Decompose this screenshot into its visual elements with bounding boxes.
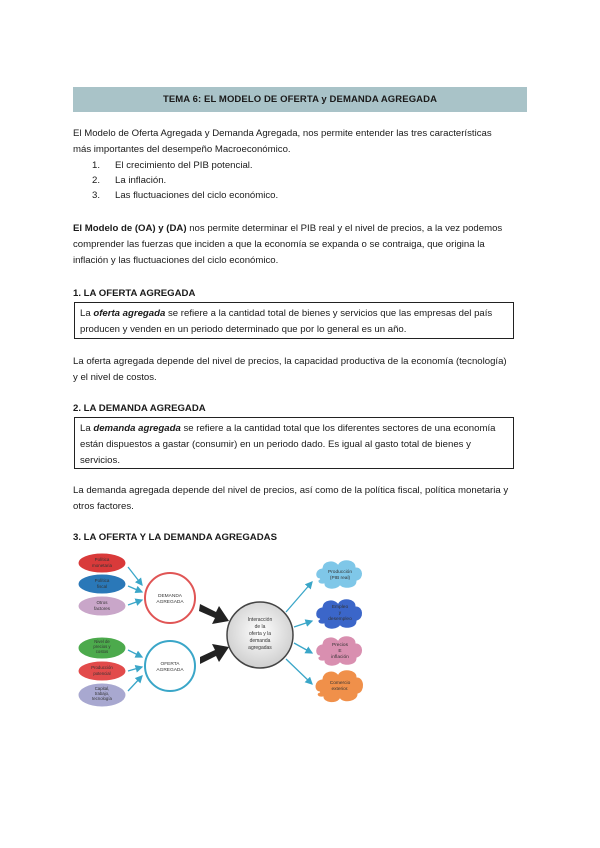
supply-node [145,641,195,691]
definition-box-oferta: La oferta agregada se refiere a la cantidad total de bienes y servicios que las empresas del país producen y venden en un periodo determinado que por lo general es un año. [74,302,514,339]
svg-text:Comercio: Comercio [329,681,351,686]
section-heading-oferta: 1. LA OFERTA AGREGADA [73,288,196,299]
section-heading-demanda: 2. LA DEMANDA AGREGADA [73,403,206,414]
svg-text:Empleo: Empleo [331,605,349,610]
svg-text:potencial: potencial [93,671,111,676]
supply-input-capital [78,683,126,707]
supply-input-produccion [78,661,126,681]
intro-line-2: más importantes del desempeño Macroeconómico. [73,144,291,155]
oa-da-diagram [76,549,366,719]
svg-text:trabajo,: trabajo, [94,691,110,696]
term-oferta-agregada: oferta agregada [93,308,166,319]
interaction-node [227,602,293,668]
svg-text:Producción: Producción [91,665,113,670]
demand-input-fiscal [78,574,126,594]
supply-input-precios [78,637,126,659]
svg-text:desempleo: desempleo [328,617,352,622]
big-arrow-demand [199,604,229,624]
svg-text:Producción: Producción [328,570,352,575]
svg-text:oferta y la: oferta y la [249,631,271,637]
svg-text:precios y: precios y [93,644,111,649]
svg-text:exterior.: exterior. [331,687,349,692]
svg-text:OFERTA: OFERTA [160,662,180,667]
output-comercio [315,670,364,703]
big-arrow-supply [200,644,229,664]
svg-text:demanda: demanda [249,638,271,644]
intro-paragraph [73,126,529,158]
svg-text:monetaria: monetaria [91,563,113,568]
svg-text:factores: factores [93,606,111,611]
svg-text:Política: Política [94,578,110,583]
svg-text:Otros: Otros [96,600,108,605]
demand-node [145,573,195,623]
output-precios [316,636,363,666]
list-item: 2. La inflación. [92,175,167,186]
oferta-paragraph: La oferta agregada depende del nivel de precios, la capacidad productiva de la economía (tecnología) y el nivel de costos. [73,356,507,383]
output-empleo [316,599,363,629]
svg-text:AGREGADA: AGREGADA [156,668,184,673]
term-demanda-agregada: demanda agregada [93,423,181,434]
svg-text:costos: costos [95,649,109,654]
svg-text:fiscal: fiscal [96,584,108,589]
svg-text:DEMANDA: DEMANDA [158,594,182,599]
input-arrows [128,567,142,691]
output-produccion [316,560,363,589]
demanda-paragraph: La demanda agregada depende del nivel de precios, así como de la política fiscal, política monetaria y otros factores. [73,485,509,512]
svg-text:Precios: Precios [332,643,348,648]
svg-text:agregadas: agregadas [248,645,272,651]
characteristics-list [92,158,278,203]
definition-box-demanda: La demanda agregada se refiere a la cantidad total que los diferentes sectores de una economía están dispuestos a gastar (consumir) en un periodo dado. Es igual al gasto total de bienes y servicios. [74,417,514,469]
intro-line-1: El Modelo de Oferta Agregada y Demanda Agregada, nos permite entender las tres características [73,128,492,139]
svg-text:E: E [338,649,342,654]
svg-text:de la: de la [254,624,266,630]
svg-text:y: y [338,611,342,616]
page-title: TEMA 6: EL MODELO DE OFERTA y DEMANDA AGREGADA [73,87,527,112]
svg-text:AGREGADA: AGREGADA [156,600,184,605]
svg-text:(PIB real): (PIB real) [329,576,351,581]
svg-text:Política: Política [94,557,110,562]
demand-input-otros [78,596,126,616]
svg-text:Capital,: Capital, [94,686,110,691]
model-paragraph: El Modelo de (OA) y (DA) nos permite determinar el PIB real y el nivel de precios, a la vez podemos comprender las fuerzas que inciden a que la economía se expanda o se contraiga, que origina la inflación y las fluctuaciones del ciclo económico. [73,223,503,266]
svg-text:Nivel de: Nivel de [94,639,110,644]
list-item: 3. Las fluctuaciones del ciclo económico. [92,190,279,201]
svg-text:Interacción: Interacción [247,617,273,623]
demand-input-monetaria [78,553,126,573]
list-item: 1. El crecimiento del PIB potencial. [92,160,253,171]
section-heading-oa-da: 3. LA OFERTA Y LA DEMANDA AGREGADAS [73,532,277,543]
model-bold-lead: El Modelo de (OA) y (DA) [73,223,187,234]
svg-text:inflación: inflación [331,655,349,660]
svg-text:tecnología: tecnología [92,696,112,701]
